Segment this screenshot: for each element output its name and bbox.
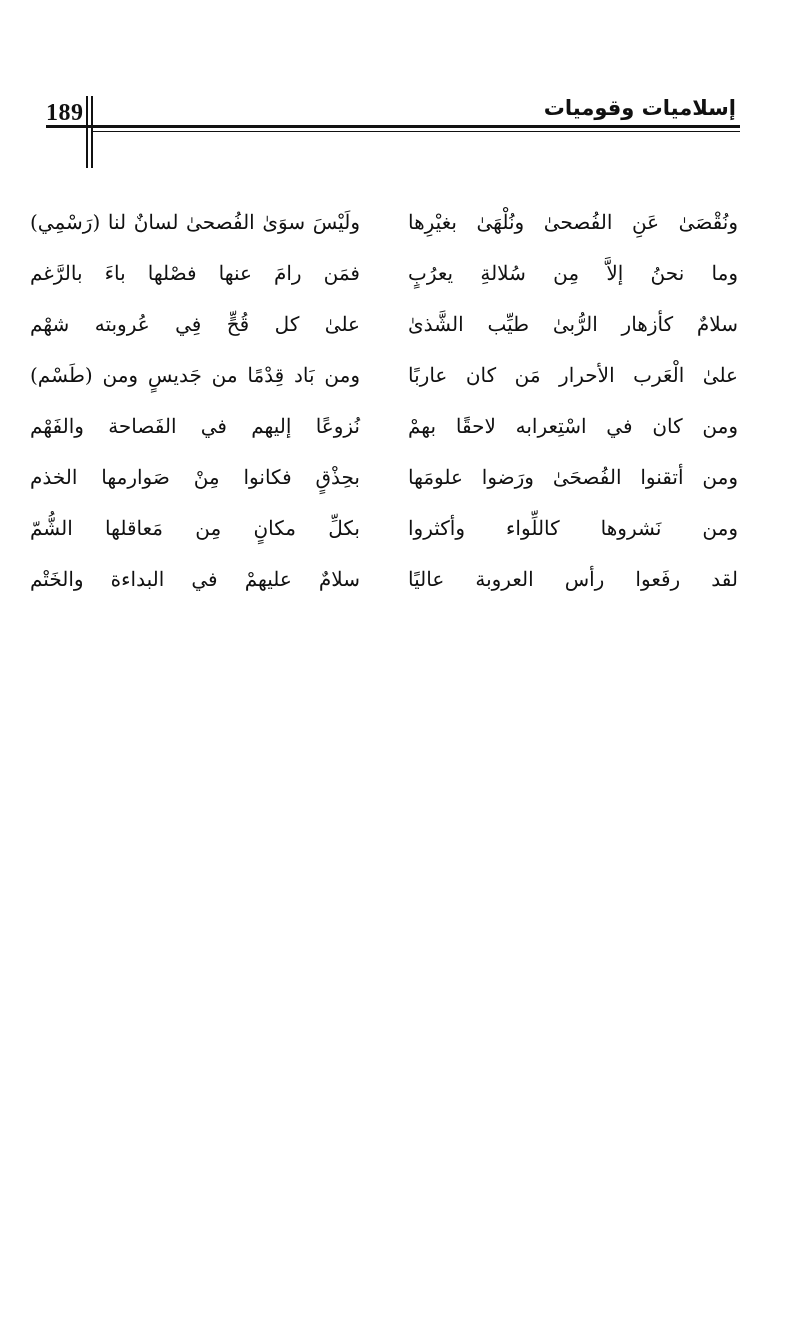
poem-verse: [30, 196, 738, 247]
verse-first-hemistich: ومن كان في اسْتِعرابه لاحقًا بهمْ: [408, 413, 738, 438]
poem-verse: [30, 298, 738, 349]
poem-verse: [30, 247, 738, 298]
verse-second-hemistich: بحِذْقٍ فكانوا مِنْ صَوارمها الخذم: [30, 464, 360, 489]
verse-first-hemistich: لقد رفَعوا رأس العروبة عاليًا: [408, 566, 738, 591]
verse-second-hemistich: ولَيْسَ سوَىٰ الفُصحىٰ لسانٌ لنا (رَسْمِي): [30, 209, 360, 234]
poem-verse: [30, 502, 738, 553]
verse-second-hemistich: ومن بَاد قِدْمًا من جَديسٍ ومن (طَسْم): [30, 362, 360, 387]
page-number: 189: [46, 100, 84, 126]
verse-first-hemistich: ومن نَشروها كاللِّواء وأكثروا: [408, 515, 738, 540]
poem: [30, 196, 738, 604]
verse-first-hemistich: علىٰ الْعَرب الأحرار مَن كان عاربًا: [408, 362, 738, 387]
header-rule: [46, 125, 740, 128]
poem-verse: [30, 451, 738, 502]
verse-second-hemistich: فمَن رامَ عنها فصْلها باءَ بالرَّغم: [30, 260, 360, 285]
poem-verse: [30, 349, 738, 400]
poem-verse: [30, 553, 738, 604]
verse-second-hemistich: نُزوعًا إليهم في الفَصاحة والفَهْم: [30, 413, 360, 438]
header-vertical-rule: [86, 96, 88, 168]
poem-verse: [30, 400, 738, 451]
verse-second-hemistich: علىٰ كل قُحٍّ فِي عُروبته شهْم: [30, 311, 360, 336]
verse-first-hemistich: سلامٌ كأزهار الرُّبىٰ طيِّب الشَّذىٰ: [408, 311, 738, 336]
running-title: إسلاميات وقوميات: [543, 96, 736, 120]
header-rule-thin: [92, 131, 740, 132]
header-vertical-rule: [91, 96, 93, 168]
verse-second-hemistich: سلامٌ عليهمْ في البداءة والخَتْم: [30, 566, 360, 591]
verse-first-hemistich: ونُقْصَىٰ عَنِ الفُصحىٰ ونُلْهَىٰ بغيْرِها: [408, 209, 738, 234]
verse-first-hemistich: وما نحنُ إلاَّ مِن سُلالةِ يعرُبٍ: [408, 260, 738, 285]
verse-first-hemistich: ومن أتقنوا الفُصحَىٰ ورَضوا علومَها: [408, 464, 738, 489]
verse-second-hemistich: بكلِّ مكانٍ مِن مَعاقلها الشُّمّ: [30, 515, 360, 540]
